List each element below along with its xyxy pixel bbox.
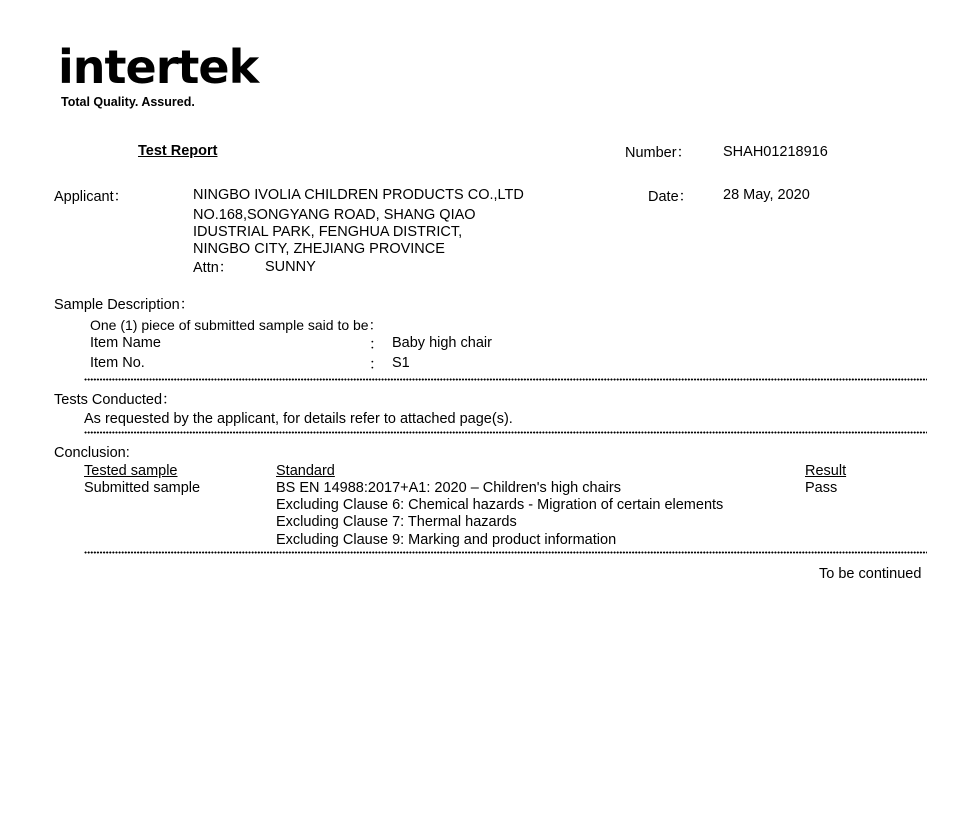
sample-intro: One (1) piece of submitted sample said to be： bbox=[90, 317, 383, 333]
asterisk-divider-1 bbox=[84, 378, 927, 381]
number-value: SHAH01218916 bbox=[723, 144, 828, 160]
report-title: Test Report bbox=[138, 143, 218, 159]
item-name-sep: ： bbox=[369, 337, 384, 353]
applicant-line-3: IDUSTRIAL PARK, FENGHUA DISTRICT, bbox=[193, 224, 463, 240]
logo-wordmark: intertek bbox=[58, 40, 259, 94]
result-value: Pass bbox=[805, 480, 838, 496]
standard-line-3: Excluding Clause 7: Thermal hazards bbox=[276, 514, 517, 530]
item-name-value: Baby high chair bbox=[392, 335, 492, 351]
col-standard: Standard bbox=[276, 463, 335, 479]
tests-text: As requested by the applicant, for details refer to attached page(s). bbox=[84, 411, 513, 427]
applicant-line-4: NINGBO CITY, ZHEJIANG PROVINCE bbox=[193, 241, 445, 257]
applicant-line-1: NINGBO IVOLIA CHILDREN PRODUCTS CO.,LTD bbox=[193, 187, 524, 203]
standard-line-1: BS EN 14988:2017+A1: 2020 – Children's high chairs bbox=[276, 480, 621, 496]
asterisk-divider-3 bbox=[84, 551, 927, 554]
applicant-label: Applicant： bbox=[54, 189, 129, 205]
to-be-continued: To be continued bbox=[819, 566, 922, 582]
tested-sample-value: Submitted sample bbox=[84, 480, 201, 496]
item-no-value: S1 bbox=[392, 355, 410, 371]
col-tested-sample: Tested sample bbox=[84, 463, 178, 479]
standard-line-4: Excluding Clause 9: Marking and product information bbox=[276, 532, 617, 548]
number-label: Number： bbox=[625, 145, 692, 161]
applicant-line-2: NO.168,SONGYANG ROAD, SHANG QIAO bbox=[193, 207, 476, 223]
attn-value: SUNNY bbox=[265, 259, 316, 275]
item-no-label: Item No. bbox=[90, 355, 145, 371]
logo-tagline: Total Quality. Assured. bbox=[61, 95, 195, 109]
conclusion-heading: Conclusion: bbox=[54, 445, 130, 461]
standard-line-2: Excluding Clause 6: Chemical hazards - Migration of certain elements bbox=[276, 497, 724, 513]
asterisk-divider-2 bbox=[84, 431, 927, 434]
attn-label: Attn： bbox=[193, 260, 234, 276]
sample-heading: Sample Description： bbox=[54, 297, 195, 313]
tests-heading: Tests Conducted： bbox=[54, 392, 177, 408]
item-name-label: Item Name bbox=[90, 335, 161, 351]
intertek-logo bbox=[58, 40, 259, 94]
item-no-sep: ： bbox=[369, 357, 384, 373]
col-result: Result bbox=[805, 463, 847, 479]
date-value: 28 May, 2020 bbox=[723, 187, 810, 203]
date-label: Date： bbox=[648, 189, 694, 205]
